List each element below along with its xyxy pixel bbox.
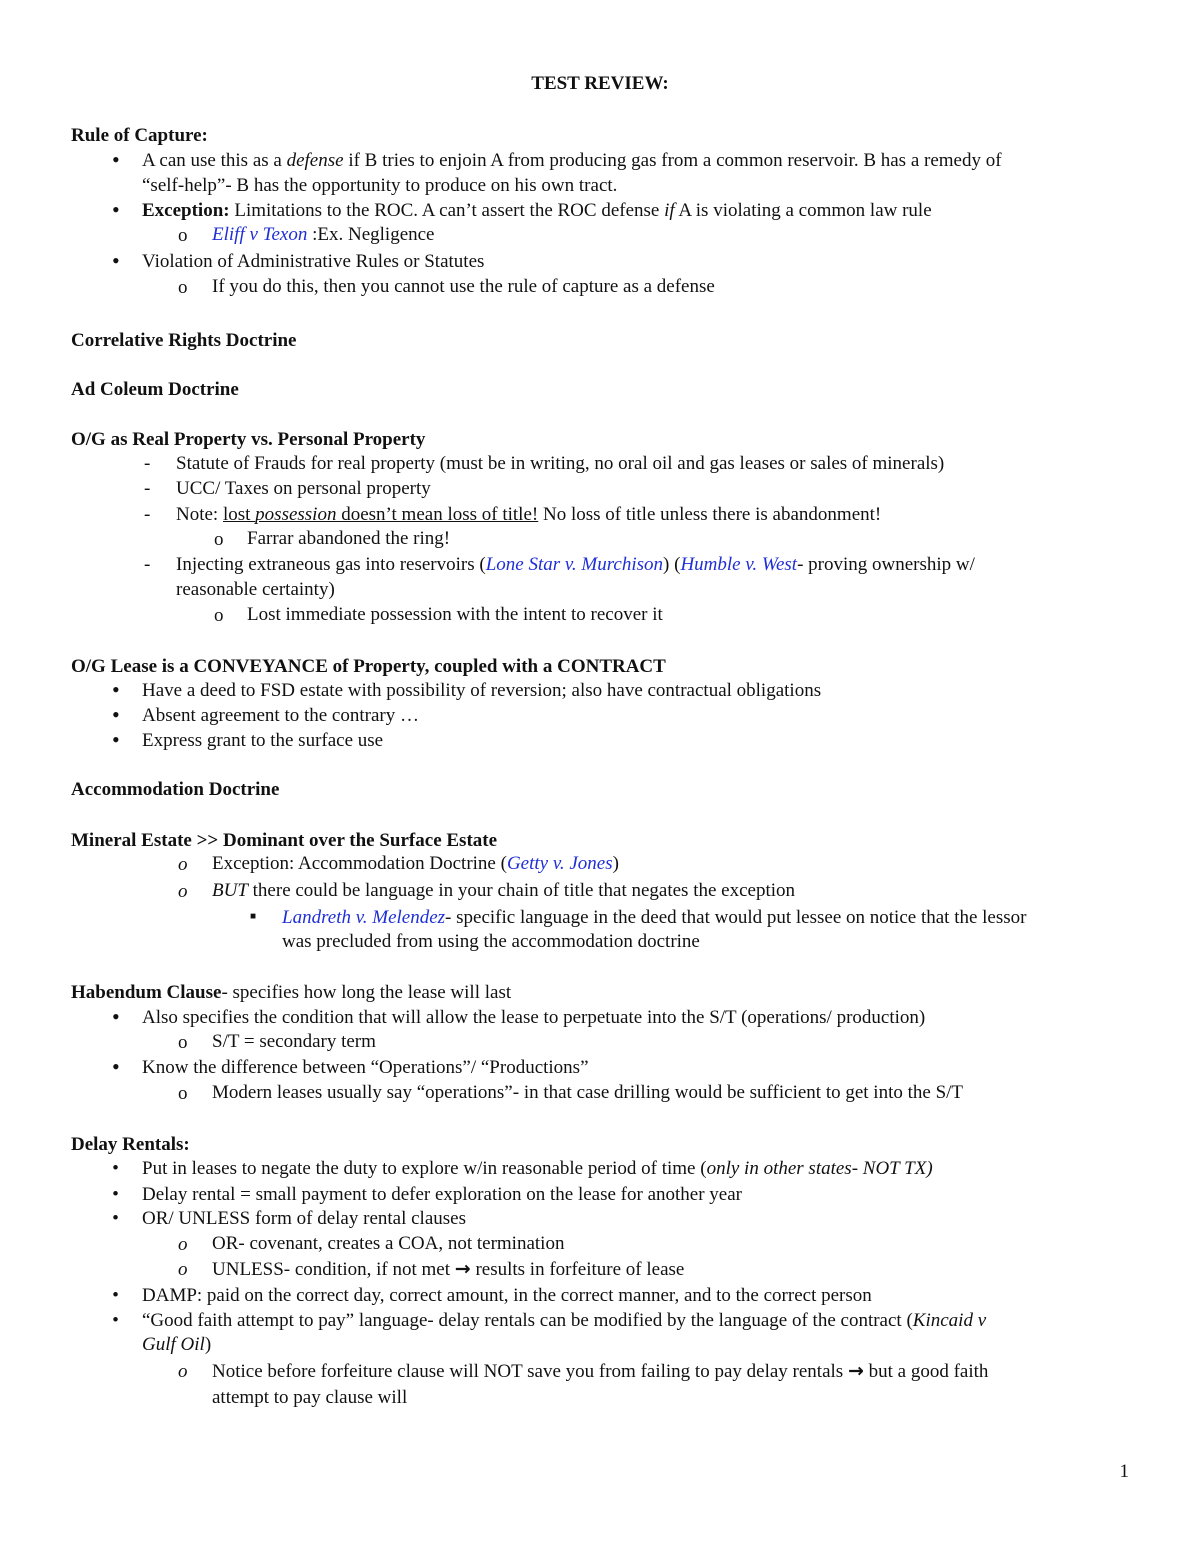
dash-bullet-icon: - (144, 453, 151, 474)
list-item: A can use this as a defense if B tries to enjoin A from producing gas from a common reservoir. B has a remedy of (142, 150, 1002, 171)
list-item: OR/ UNLESS form of delay rental clauses (142, 1208, 466, 1229)
dash-bullet-icon: - (144, 504, 151, 525)
list-item: Know the difference between “Operations”/ “Productions” (142, 1057, 589, 1078)
list-item: Put in leases to negate the duty to explore w/in reasonable period of time (only in other states- NOT TX) (142, 1158, 933, 1179)
circle-bullet-icon: o (178, 277, 188, 298)
circle-bullet-icon: o (214, 605, 224, 626)
section-heading-rule-of-capture: Rule of Capture: (71, 125, 208, 146)
list-item: Note: lost possession doesn’t mean loss of title! No loss of title unless there is abandonment! (176, 504, 882, 525)
circle-bullet-icon: o (178, 1083, 188, 1104)
bullet-icon: • (112, 1158, 119, 1179)
list-item: Farrar abandoned the ring! (247, 528, 451, 549)
list-item: DAMP: paid on the correct day, correct amount, in the correct manner, and to the correct person (142, 1285, 872, 1306)
page-number: 1 (1119, 1461, 1129, 1482)
list-item-continuation: attempt to pay clause will (212, 1387, 408, 1408)
section-heading-correlative-rights: Correlative Rights Doctrine (71, 330, 297, 351)
list-item: BUT there could be language in your chain of title that negates the exception (212, 880, 796, 901)
square-bullet-icon: ■ (250, 911, 257, 922)
circle-bullet-icon: o (178, 1234, 188, 1255)
page-title: TEST REVIEW: (531, 73, 669, 94)
list-item: Landreth v. Melendez- specific language in the deed that would put lessee on notice that the lessor (282, 907, 1027, 928)
list-item: UCC/ Taxes on personal property (176, 478, 431, 499)
bullet-icon: • (112, 1310, 119, 1331)
list-item: Absent agreement to the contrary … (142, 705, 419, 726)
list-item-continuation: “self-help”- B has the opportunity to produce on his own tract. (142, 175, 618, 196)
list-item: Eliff v Texon :Ex. Negligence (212, 224, 435, 245)
bullet-icon: • (112, 727, 120, 752)
bullet-icon: • (112, 1285, 119, 1306)
section-heading-og-lease: O/G Lease is a CONVEYANCE of Property, coupled with a CONTRACT (71, 656, 666, 677)
list-item: Express grant to the surface use (142, 730, 384, 751)
circle-bullet-icon: o (178, 1361, 188, 1382)
list-item: Statute of Frauds for real property (must be in writing, no oral oil and gas leases or sales of minerals) (176, 453, 945, 474)
section-heading-habendum: Habendum Clause- specifies how long the lease will last (71, 982, 512, 1003)
section-heading-ad-coleum: Ad Coleum Doctrine (71, 379, 239, 400)
list-item: Modern leases usually say “operations”- in that case drilling would be sufficient to get into the S/T (212, 1082, 964, 1103)
arrow-right-icon: → (847, 1360, 864, 1382)
list-item-continuation: was precluded from using the accommodation doctrine (282, 931, 700, 952)
bullet-icon: • (112, 1004, 120, 1029)
bullet-icon: • (112, 702, 120, 727)
list-item: If you do this, then you cannot use the rule of capture as a defense (212, 276, 715, 297)
list-item: S/T = secondary term (212, 1031, 376, 1052)
list-item: Notice before forfeiture clause will NOT save you from failing to pay delay rentals → but a good faith (212, 1360, 989, 1382)
bullet-icon: • (112, 147, 120, 172)
list-item: Have a deed to FSD estate with possibility of reversion; also have contractual obligations (142, 680, 822, 701)
arrow-right-icon: → (454, 1258, 471, 1280)
bullet-icon: • (112, 677, 120, 702)
list-item: Delay rental = small payment to defer exploration on the lease for another year (142, 1184, 743, 1205)
list-item: Also specifies the condition that will allow the lease to perpetuate into the S/T (operations/ production) (142, 1007, 926, 1028)
circle-bullet-icon: o (178, 854, 188, 875)
list-item: Exception: Accommodation Doctrine (Getty v. Jones) (212, 853, 619, 874)
list-item: Injecting extraneous gas into reservoirs (Lone Star v. Murchison) (Humble v. West- proving ownership w/ (176, 554, 975, 575)
circle-bullet-icon: o (178, 1259, 188, 1280)
list-item: “Good faith attempt to pay” language- delay rentals can be modified by the language of the contract (Kincaid v (142, 1310, 987, 1331)
section-heading-og-property: O/G as Real Property vs. Personal Property (71, 429, 426, 450)
circle-bullet-icon: o (178, 1032, 188, 1053)
list-item: Exception: Limitations to the ROC. A can’t assert the ROC defense if A is violating a common law rule (142, 200, 932, 221)
section-heading-mineral-estate: Mineral Estate >> Dominant over the Surface Estate (71, 830, 498, 851)
bullet-icon: • (112, 248, 120, 273)
list-item: Violation of Administrative Rules or Statutes (142, 251, 485, 272)
bullet-icon: • (112, 1184, 119, 1205)
section-heading-accommodation: Accommodation Doctrine (71, 779, 280, 800)
list-item: OR- covenant, creates a COA, not termination (212, 1233, 565, 1254)
bullet-icon: • (112, 1054, 120, 1079)
bullet-icon: • (112, 1208, 119, 1229)
circle-bullet-icon: o (178, 881, 188, 902)
circle-bullet-icon: o (178, 225, 188, 246)
dash-bullet-icon: - (144, 478, 151, 499)
dash-bullet-icon: - (144, 554, 151, 575)
circle-bullet-icon: o (214, 529, 224, 550)
bullet-icon: • (112, 197, 120, 222)
section-heading-delay-rentals: Delay Rentals: (71, 1134, 190, 1155)
list-item: Lost immediate possession with the intent to recover it (247, 604, 663, 625)
list-item: UNLESS- condition, if not met → results in forfeiture of lease (212, 1258, 685, 1280)
list-item-continuation: Gulf Oil) (142, 1334, 212, 1355)
list-item-continuation: reasonable certainty) (176, 579, 335, 600)
